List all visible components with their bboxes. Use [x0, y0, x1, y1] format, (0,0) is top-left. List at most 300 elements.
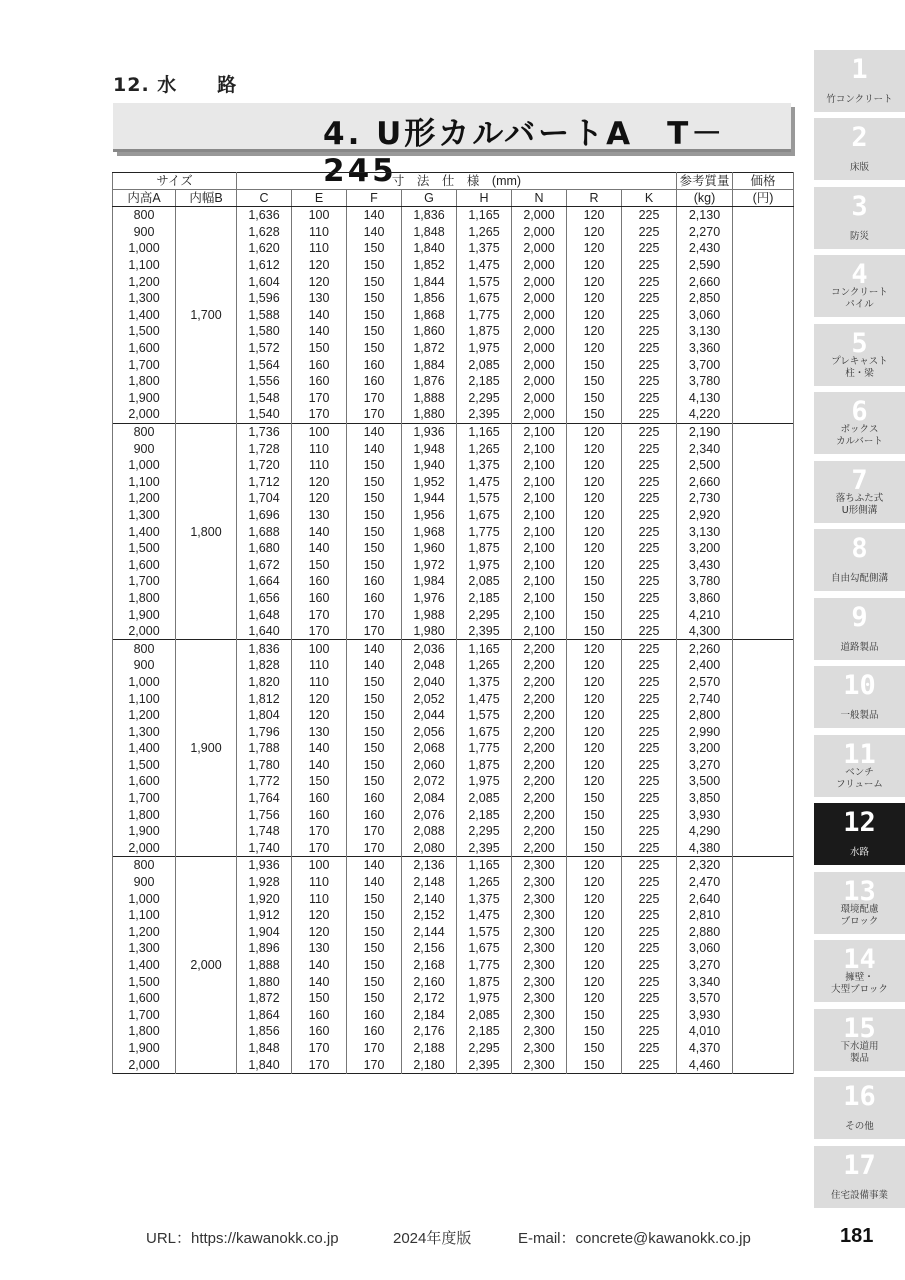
- cell-E: 140: [292, 757, 347, 774]
- cell-K: 225: [622, 790, 677, 807]
- cell-G: 2,188: [402, 1040, 457, 1057]
- cell-E: 110: [292, 224, 347, 241]
- cell-height-A: 2,000: [113, 840, 176, 857]
- section-label: 12. 水 路: [113, 74, 238, 96]
- cell-R: 120: [567, 556, 622, 573]
- col-header-C: C: [237, 190, 292, 207]
- cell-E: 140: [292, 540, 347, 557]
- sidebar-tab-label: プレキャスト 柱・梁: [831, 356, 888, 379]
- cell-weight: 2,990: [677, 723, 733, 740]
- cell-weight: 2,850: [677, 290, 733, 307]
- cell-R: 120: [567, 240, 622, 257]
- cell-F: 150: [347, 924, 402, 941]
- cell-R: 120: [567, 924, 622, 941]
- cell-G: 1,876: [402, 373, 457, 390]
- cell-C: 1,888: [237, 957, 292, 974]
- cell-C: 1,856: [237, 1023, 292, 1040]
- cell-K: 225: [622, 1040, 677, 1057]
- sidebar-tab-2[interactable]: [814, 118, 905, 180]
- cell-weight: 3,850: [677, 790, 733, 807]
- cell-weight: 3,700: [677, 356, 733, 373]
- cell-R: 150: [567, 806, 622, 823]
- cell-height-A: 1,400: [113, 307, 176, 324]
- cell-price: [733, 440, 794, 457]
- sidebar-tab-8[interactable]: [814, 529, 905, 591]
- cell-price: [733, 690, 794, 707]
- cell-price: [733, 740, 794, 757]
- cell-R: 120: [567, 990, 622, 1007]
- cell-price: [733, 390, 794, 407]
- cell-price: [733, 406, 794, 423]
- sidebar-tab-6[interactable]: [814, 392, 905, 454]
- cell-N: 2,000: [512, 307, 567, 324]
- cell-E: 160: [292, 790, 347, 807]
- cell-height-A: 1,000: [113, 457, 176, 474]
- cell-height-A: 800: [113, 640, 176, 657]
- cell-C: 1,756: [237, 806, 292, 823]
- cell-H: 2,185: [457, 1023, 512, 1040]
- cell-E: 130: [292, 290, 347, 307]
- cell-K: 225: [622, 240, 677, 257]
- cell-G: 1,868: [402, 307, 457, 324]
- cell-N: 2,100: [512, 457, 567, 474]
- cell-N: 2,200: [512, 723, 567, 740]
- cell-F: 150: [347, 490, 402, 507]
- cell-G: 2,144: [402, 924, 457, 941]
- cell-weight: 3,340: [677, 973, 733, 990]
- cell-G: 2,052: [402, 690, 457, 707]
- cell-R: 120: [567, 490, 622, 507]
- cell-F: 150: [347, 957, 402, 974]
- cell-E: 120: [292, 907, 347, 924]
- cell-G: 1,972: [402, 556, 457, 573]
- sidebar-tab-9[interactable]: [814, 598, 905, 660]
- cell-width-B: 1,700: [176, 207, 237, 424]
- cell-height-A: 900: [113, 874, 176, 891]
- sidebar-tab-13[interactable]: [814, 872, 905, 934]
- cell-F: 160: [347, 590, 402, 607]
- cell-G: 1,888: [402, 390, 457, 407]
- cell-N: 2,200: [512, 757, 567, 774]
- cell-K: 225: [622, 457, 677, 474]
- cell-C: 1,636: [237, 207, 292, 224]
- cell-G: 1,872: [402, 340, 457, 357]
- sidebar-tab-number: 6: [851, 396, 868, 427]
- cell-F: 150: [347, 690, 402, 707]
- cell-R: 120: [567, 723, 622, 740]
- sidebar-tab-number: 7: [851, 465, 868, 496]
- cell-weight: 2,640: [677, 890, 733, 907]
- cell-F: 150: [347, 523, 402, 540]
- sidebar-tab-5[interactable]: [814, 324, 905, 386]
- cell-height-A: 1,900: [113, 823, 176, 840]
- cell-F: 170: [347, 623, 402, 640]
- cell-N: 2,100: [512, 507, 567, 524]
- cell-height-A: 1,400: [113, 740, 176, 757]
- cell-E: 170: [292, 390, 347, 407]
- sidebar-tab-10[interactable]: [814, 666, 905, 728]
- cell-K: 225: [622, 740, 677, 757]
- cell-C: 1,704: [237, 490, 292, 507]
- cell-height-A: 900: [113, 657, 176, 674]
- cell-R: 150: [567, 356, 622, 373]
- cell-N: 2,300: [512, 924, 567, 941]
- sidebar-tab-number: 5: [851, 328, 868, 359]
- cell-F: 150: [347, 257, 402, 274]
- cell-R: 150: [567, 573, 622, 590]
- sidebar-tab-3[interactable]: [814, 187, 905, 249]
- cell-N: 2,300: [512, 1007, 567, 1024]
- cell-E: 160: [292, 356, 347, 373]
- cell-F: 170: [347, 606, 402, 623]
- cell-N: 2,200: [512, 640, 567, 657]
- cell-N: 2,300: [512, 1023, 567, 1040]
- cell-G: 1,968: [402, 523, 457, 540]
- cell-F: 150: [347, 723, 402, 740]
- cell-H: 2,395: [457, 1056, 512, 1073]
- cell-height-A: 1,500: [113, 757, 176, 774]
- col-header-F: F: [347, 190, 402, 207]
- header-size: サイズ: [113, 173, 237, 190]
- cell-N: 2,000: [512, 290, 567, 307]
- cell-weight: 4,370: [677, 1040, 733, 1057]
- cell-N: 2,300: [512, 1040, 567, 1057]
- cell-weight: 3,200: [677, 740, 733, 757]
- cell-height-A: 1,200: [113, 490, 176, 507]
- table-row: [113, 640, 794, 657]
- cell-height-A: 1,800: [113, 806, 176, 823]
- sidebar-tab-number: 17: [843, 1150, 876, 1181]
- cell-height-A: 800: [113, 207, 176, 224]
- sidebar-tab-12[interactable]: [814, 803, 905, 865]
- cell-F: 160: [347, 573, 402, 590]
- cell-G: 2,156: [402, 940, 457, 957]
- cell-K: 225: [622, 406, 677, 423]
- sidebar-tab-number: 3: [851, 191, 868, 222]
- cell-E: 110: [292, 674, 347, 691]
- sidebar-tab-15[interactable]: [814, 1009, 905, 1071]
- sidebar-tab-16[interactable]: [814, 1077, 905, 1139]
- cell-E: 120: [292, 490, 347, 507]
- cell-N: 2,000: [512, 240, 567, 257]
- cell-price: [733, 373, 794, 390]
- cell-H: 1,375: [457, 890, 512, 907]
- header-price: 価格: [733, 173, 794, 190]
- cell-E: 160: [292, 573, 347, 590]
- cell-height-A: 1,500: [113, 540, 176, 557]
- cell-N: 2,000: [512, 340, 567, 357]
- cell-H: 1,265: [457, 874, 512, 891]
- cell-height-A: 1,200: [113, 707, 176, 724]
- cell-H: 1,575: [457, 490, 512, 507]
- cell-price: [733, 224, 794, 241]
- footer-url: URL：https://kawanokk.co.jp: [146, 1230, 339, 1247]
- cell-E: 170: [292, 823, 347, 840]
- cell-F: 150: [347, 740, 402, 757]
- sidebar-tab-14[interactable]: [814, 940, 905, 1002]
- cell-N: 2,000: [512, 356, 567, 373]
- cell-R: 120: [567, 907, 622, 924]
- cell-K: 225: [622, 307, 677, 324]
- cell-height-A: 1,000: [113, 240, 176, 257]
- sidebar-tab-label: 防災: [849, 231, 869, 242]
- cell-C: 1,920: [237, 890, 292, 907]
- cell-price: [733, 657, 794, 674]
- cell-E: 140: [292, 740, 347, 757]
- cell-H: 2,085: [457, 1007, 512, 1024]
- cell-N: 2,300: [512, 907, 567, 924]
- cell-F: 150: [347, 674, 402, 691]
- cell-E: 160: [292, 1007, 347, 1024]
- cell-K: 225: [622, 523, 677, 540]
- cell-F: 160: [347, 356, 402, 373]
- cell-K: 225: [622, 840, 677, 857]
- cell-R: 120: [567, 457, 622, 474]
- cell-G: 1,940: [402, 457, 457, 474]
- sidebar-tab-number: 15: [843, 1013, 876, 1044]
- cell-height-A: 1,100: [113, 474, 176, 491]
- cell-E: 170: [292, 623, 347, 640]
- cell-H: 2,395: [457, 406, 512, 423]
- cell-H: 2,185: [457, 806, 512, 823]
- cell-N: 2,300: [512, 890, 567, 907]
- cell-height-A: 1,000: [113, 674, 176, 691]
- cell-price: [733, 973, 794, 990]
- cell-weight: 3,780: [677, 373, 733, 390]
- cell-H: 2,395: [457, 623, 512, 640]
- cell-weight: 2,470: [677, 874, 733, 891]
- cell-N: 2,000: [512, 207, 567, 224]
- cell-C: 1,564: [237, 356, 292, 373]
- cell-height-A: 1,700: [113, 356, 176, 373]
- cell-H: 1,475: [457, 474, 512, 491]
- cell-C: 1,788: [237, 740, 292, 757]
- cell-F: 160: [347, 1023, 402, 1040]
- cell-price: [733, 556, 794, 573]
- cell-C: 1,604: [237, 273, 292, 290]
- sidebar-tab-number: 10: [843, 670, 876, 701]
- cell-weight: 2,500: [677, 457, 733, 474]
- cell-weight: 2,570: [677, 674, 733, 691]
- cell-price: [733, 290, 794, 307]
- cell-C: 1,620: [237, 240, 292, 257]
- cell-C: 1,696: [237, 507, 292, 524]
- cell-R: 120: [567, 940, 622, 957]
- cell-R: 150: [567, 790, 622, 807]
- col-header-B: 内幅B: [176, 190, 237, 207]
- cell-E: 170: [292, 606, 347, 623]
- spec-table-body: [113, 207, 794, 1074]
- cell-R: 120: [567, 657, 622, 674]
- cell-N: 2,000: [512, 323, 567, 340]
- cell-G: 2,180: [402, 1056, 457, 1073]
- cell-K: 225: [622, 823, 677, 840]
- cell-N: 2,200: [512, 823, 567, 840]
- cell-H: 2,185: [457, 373, 512, 390]
- sidebar-tab-label: 住宅設備事業: [830, 1190, 888, 1201]
- cell-K: 225: [622, 690, 677, 707]
- cell-C: 1,664: [237, 573, 292, 590]
- cell-weight: 2,130: [677, 207, 733, 224]
- cell-H: 1,775: [457, 307, 512, 324]
- cell-E: 110: [292, 240, 347, 257]
- cell-N: 2,100: [512, 590, 567, 607]
- cell-G: 2,184: [402, 1007, 457, 1024]
- cell-C: 1,556: [237, 373, 292, 390]
- cell-price: [733, 874, 794, 891]
- cell-price: [733, 474, 794, 491]
- cell-price: [733, 356, 794, 373]
- cell-G: 1,944: [402, 490, 457, 507]
- cell-E: 170: [292, 406, 347, 423]
- cell-K: 225: [622, 907, 677, 924]
- cell-N: 2,200: [512, 840, 567, 857]
- cell-height-A: 2,000: [113, 623, 176, 640]
- cell-price: [733, 606, 794, 623]
- cell-C: 1,864: [237, 1007, 292, 1024]
- cell-F: 140: [347, 657, 402, 674]
- cell-price: [733, 857, 794, 874]
- cell-F: 160: [347, 790, 402, 807]
- cell-N: 2,300: [512, 940, 567, 957]
- header-weight: 参考質量: [677, 173, 733, 190]
- cell-G: 1,960: [402, 540, 457, 557]
- cell-price: [733, 240, 794, 257]
- cell-C: 1,648: [237, 606, 292, 623]
- cell-E: 110: [292, 874, 347, 891]
- cell-H: 1,475: [457, 257, 512, 274]
- col-header-price-unit: (円): [733, 190, 794, 207]
- cell-G: 2,040: [402, 674, 457, 691]
- cell-K: 225: [622, 957, 677, 974]
- table-row: [113, 423, 794, 440]
- cell-R: 120: [567, 340, 622, 357]
- cell-H: 1,165: [457, 207, 512, 224]
- cell-E: 120: [292, 690, 347, 707]
- cell-F: 160: [347, 806, 402, 823]
- cell-H: 1,375: [457, 674, 512, 691]
- cell-C: 1,748: [237, 823, 292, 840]
- sidebar-tab-17[interactable]: [814, 1146, 905, 1208]
- sidebar-tab-label: ボックス カルバート: [836, 424, 883, 447]
- cell-N: 2,100: [512, 556, 567, 573]
- sidebar-tab-label: 竹コンクリート: [826, 94, 893, 105]
- cell-R: 120: [567, 307, 622, 324]
- cell-E: 120: [292, 273, 347, 290]
- cell-price: [733, 757, 794, 774]
- cell-N: 2,000: [512, 224, 567, 241]
- cell-N: 2,000: [512, 373, 567, 390]
- cell-R: 120: [567, 273, 622, 290]
- cell-R: 120: [567, 474, 622, 491]
- cell-F: 150: [347, 240, 402, 257]
- cell-height-A: 1,100: [113, 690, 176, 707]
- cell-K: 225: [622, 890, 677, 907]
- cell-price: [733, 573, 794, 590]
- cell-H: 1,775: [457, 740, 512, 757]
- cell-R: 120: [567, 890, 622, 907]
- cell-E: 100: [292, 423, 347, 440]
- cell-N: 2,300: [512, 1056, 567, 1073]
- cell-height-A: 800: [113, 857, 176, 874]
- cell-weight: 2,260: [677, 640, 733, 657]
- cell-E: 150: [292, 773, 347, 790]
- cell-height-A: 1,300: [113, 290, 176, 307]
- cell-K: 225: [622, 507, 677, 524]
- cell-F: 140: [347, 224, 402, 241]
- cell-G: 2,168: [402, 957, 457, 974]
- cell-C: 1,680: [237, 540, 292, 557]
- cell-weight: 3,570: [677, 990, 733, 1007]
- cell-price: [733, 307, 794, 324]
- cell-H: 2,295: [457, 390, 512, 407]
- cell-C: 1,840: [237, 1056, 292, 1073]
- cell-R: 150: [567, 1007, 622, 1024]
- cell-price: [733, 623, 794, 640]
- cell-N: 2,300: [512, 857, 567, 874]
- cell-G: 1,860: [402, 323, 457, 340]
- cell-K: 225: [622, 757, 677, 774]
- cell-F: 150: [347, 890, 402, 907]
- cell-C: 1,772: [237, 773, 292, 790]
- cell-H: 1,375: [457, 240, 512, 257]
- col-header-E: E: [292, 190, 347, 207]
- cell-K: 225: [622, 573, 677, 590]
- cell-C: 1,872: [237, 990, 292, 1007]
- cell-G: 2,148: [402, 874, 457, 891]
- cell-G: 1,976: [402, 590, 457, 607]
- cell-R: 120: [567, 523, 622, 540]
- cell-height-A: 1,700: [113, 1007, 176, 1024]
- sidebar-tab-7[interactable]: [814, 461, 905, 523]
- cell-K: 225: [622, 323, 677, 340]
- cell-F: 150: [347, 540, 402, 557]
- sidebar-tab-11[interactable]: [814, 735, 905, 797]
- cell-R: 120: [567, 207, 622, 224]
- cell-C: 1,896: [237, 940, 292, 957]
- cell-N: 2,100: [512, 490, 567, 507]
- cell-G: 2,076: [402, 806, 457, 823]
- cell-N: 2,000: [512, 406, 567, 423]
- cell-H: 1,875: [457, 973, 512, 990]
- sidebar-tab-4[interactable]: [814, 255, 905, 317]
- cell-G: 1,956: [402, 507, 457, 524]
- cell-H: 2,295: [457, 1040, 512, 1057]
- sidebar-tab-label: 下水道用 製品: [840, 1041, 879, 1064]
- cell-F: 150: [347, 773, 402, 790]
- cell-G: 2,084: [402, 790, 457, 807]
- col-header-A: 内高A: [113, 190, 176, 207]
- cell-F: 150: [347, 973, 402, 990]
- cell-price: [733, 257, 794, 274]
- cell-price: [733, 907, 794, 924]
- cell-E: 120: [292, 474, 347, 491]
- cell-C: 1,628: [237, 224, 292, 241]
- header-spec: 寸 法 仕 様 (mm): [237, 173, 677, 190]
- cell-N: 2,200: [512, 657, 567, 674]
- sidebar-tab-1[interactable]: [814, 50, 905, 112]
- cell-H: 1,875: [457, 323, 512, 340]
- cell-H: 2,295: [457, 606, 512, 623]
- cell-C: 1,812: [237, 690, 292, 707]
- cell-weight: 2,660: [677, 474, 733, 491]
- cell-G: 2,060: [402, 757, 457, 774]
- cell-G: 2,072: [402, 773, 457, 790]
- cell-E: 150: [292, 340, 347, 357]
- cell-F: 150: [347, 940, 402, 957]
- cell-height-A: 1,500: [113, 323, 176, 340]
- cell-H: 1,575: [457, 924, 512, 941]
